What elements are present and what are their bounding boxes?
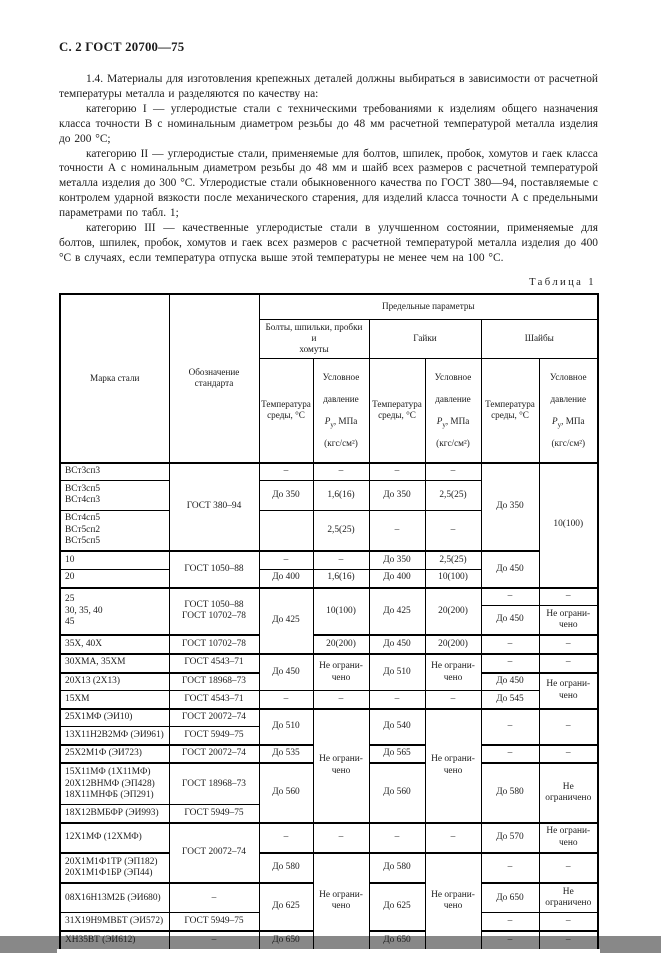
- table-cell: ГОСТ 380–94: [169, 463, 259, 552]
- table-cell: До 450: [481, 551, 539, 587]
- table-cell: До 425: [369, 588, 425, 636]
- paragraph-category-3: категорию III — качественные углеродистые стали в улучшенном состоянии, применяемые для болтов, шпилек, пробок, хомутов и гаек всех размеров с расчетной температурой металла изделия до 400 °С в случаях, если температура отпуска выше этой температуры не менее чем на 100 °С.: [59, 222, 598, 264]
- col-header-grade: Марка стали: [60, 294, 169, 463]
- table-cell: До 650: [369, 931, 425, 950]
- body-text: [59, 72, 598, 266]
- table-cell: До 450: [481, 673, 539, 691]
- table-cell: –: [313, 463, 369, 481]
- table-header: [60, 294, 598, 463]
- table-cell: До 400: [369, 569, 425, 587]
- table-cell: До 535: [259, 745, 313, 764]
- table-row: [60, 691, 598, 709]
- table-cell: 20: [60, 569, 169, 587]
- table-cell: –: [425, 463, 481, 481]
- table-cell: –: [259, 463, 313, 481]
- table-cell: Не ограничено: [539, 763, 598, 822]
- table-wrap: [59, 293, 598, 951]
- table-cell: –: [313, 823, 369, 853]
- table-cell: –: [539, 931, 598, 950]
- table-cell: До 580: [259, 853, 313, 883]
- table-cell: До 540: [369, 709, 425, 745]
- table-cell: До 350: [369, 481, 425, 510]
- table-cell: ВСт3сп3: [60, 463, 169, 481]
- table-cell: 20(200): [425, 635, 481, 654]
- table-cell: До 570: [481, 823, 539, 853]
- table-cell: 12Х1МФ (12ХМФ): [60, 823, 169, 853]
- table-cell: До 625: [369, 883, 425, 931]
- table-cell: ГОСТ 10702–78: [169, 635, 259, 654]
- table-cell: –: [425, 691, 481, 709]
- table-cell: ХН35ВТ (ЭИ612): [60, 931, 169, 950]
- table-cell: До 350: [369, 551, 425, 569]
- table-cell: 1,6(16): [313, 481, 369, 510]
- table-cell: –: [369, 823, 425, 853]
- table-cell: 25Х2М1Ф (ЭИ723): [60, 745, 169, 764]
- table-cell: –: [369, 463, 425, 481]
- table-cell: –: [169, 883, 259, 913]
- table-cell: Не ограни- чено: [425, 853, 481, 950]
- table-cell: Не ограничено: [539, 883, 598, 913]
- table-cell: 2,5(25): [425, 481, 481, 510]
- table-cell: До 510: [369, 654, 425, 691]
- col-header-standard: Обозначение стандарта: [169, 294, 259, 463]
- table-cell: ГОСТ 5949–75: [169, 913, 259, 931]
- table-cell: –: [539, 853, 598, 883]
- table-cell: 20(200): [425, 588, 481, 636]
- table-cell: До 560: [369, 763, 425, 822]
- col-header-nuts: Гайки: [369, 319, 481, 358]
- table-row: [60, 853, 598, 883]
- table-cell: –: [539, 745, 598, 764]
- table-cell: ГОСТ 1050–88 ГОСТ 10702–78: [169, 588, 259, 636]
- table-cell: ВСт4сп5 ВСт5сп2 ВСт5сп5: [60, 510, 169, 551]
- table-cell: До 450: [369, 635, 425, 654]
- table-cell: 2,5(25): [425, 551, 481, 569]
- table-cell: –: [481, 588, 539, 606]
- table-cell: До 350: [259, 481, 313, 510]
- table-cell: –: [539, 588, 598, 606]
- table-cell: Не ограни- чено: [313, 853, 369, 950]
- table-cell: ГОСТ 4543–71: [169, 654, 259, 673]
- table-cell: До 625: [259, 883, 313, 931]
- table-cell: До 560: [259, 763, 313, 822]
- table-cell: До 565: [369, 745, 425, 764]
- table-cell: До 580: [481, 763, 539, 822]
- table-cell: ГОСТ 4543–71: [169, 691, 259, 709]
- col-header-bolts-pressure: Условное давление $Р_у$, МПа (кгс/см²): [313, 358, 369, 463]
- table-cell: До 350: [481, 463, 539, 552]
- table-cell: –: [425, 510, 481, 551]
- table-cell: До 450: [259, 654, 313, 691]
- table-cell: До 650: [481, 883, 539, 913]
- table-cell: –: [481, 654, 539, 673]
- col-header-nuts-temp: Температура среды, °С: [369, 358, 425, 463]
- table-cell: –: [369, 510, 425, 551]
- table-cell: ГОСТ 20072–74: [169, 823, 259, 883]
- table-body: [60, 463, 598, 950]
- table-cell: 18Х12ВМБФР (ЭИ993): [60, 805, 169, 823]
- table-cell: ГОСТ 20072–74: [169, 745, 259, 764]
- table-cell: До 650: [259, 931, 313, 950]
- limits-table: [59, 293, 599, 951]
- table-cell: ГОСТ 18968–73: [169, 763, 259, 804]
- table-cell: 20Х1М1Ф1ТР (ЭП182) 20Х1М1Ф1БР (ЭП44): [60, 853, 169, 883]
- table-row: [60, 654, 598, 673]
- table-cell: Не ограни- чено: [539, 606, 598, 636]
- table-cell: ГОСТ 5949–75: [169, 727, 259, 745]
- table-cell: До 580: [369, 853, 425, 883]
- table-cell: 15Х11МФ (1Х11МФ) 20Х12ВНМФ (ЭП428) 18Х11МНФБ (ЭП291): [60, 763, 169, 804]
- table-cell: Не ограни- чено: [539, 673, 598, 709]
- table-label: Таблица 1: [529, 276, 596, 288]
- table-row: [60, 463, 598, 481]
- table-cell: –: [259, 691, 313, 709]
- table-cell: ГОСТ 18968–73: [169, 673, 259, 691]
- table-cell: –: [481, 745, 539, 764]
- table-cell: Не ограни- чено: [425, 709, 481, 823]
- table-cell: –: [425, 823, 481, 853]
- table-cell: 31Х19Н9МВБТ (ЭИ572): [60, 913, 169, 931]
- page-header: С. 2 ГОСТ 20700—75: [59, 40, 185, 54]
- table-cell: ВСт3сп5 ВСт4сп3: [60, 481, 169, 510]
- table-cell: Не ограни- чено: [313, 709, 369, 823]
- col-header-limit-params: Предельные параметры: [259, 294, 598, 320]
- table-cell: –: [481, 931, 539, 950]
- table-page-cut: [57, 949, 600, 953]
- table-cell: –: [481, 709, 539, 745]
- table-cell: 20(200): [313, 635, 369, 654]
- table-cell: –: [313, 691, 369, 709]
- table-cell: 15ХМ: [60, 691, 169, 709]
- table-cell: –: [539, 635, 598, 654]
- table-cell: 08Х16Н13М2Б (ЭИ680): [60, 883, 169, 913]
- table-cell: 10: [60, 551, 169, 569]
- table-cell: Не ограни- чено: [539, 823, 598, 853]
- table-cell: –: [259, 551, 313, 569]
- table-cell: [259, 510, 313, 551]
- table-cell: –: [481, 853, 539, 883]
- table-cell: 1,6(16): [313, 569, 369, 587]
- table-cell: –: [481, 635, 539, 654]
- table-cell: До 400: [259, 569, 313, 587]
- table-cell: –: [539, 654, 598, 673]
- table-cell: –: [169, 931, 259, 950]
- table-cell: 10(100): [539, 463, 598, 588]
- table-cell: ГОСТ 5949–75: [169, 805, 259, 823]
- table-cell: Не ограни- чено: [313, 654, 369, 691]
- table-cell: –: [481, 913, 539, 931]
- table-cell: –: [259, 823, 313, 853]
- table-row: [60, 709, 598, 727]
- table-cell: 13Х11Н2В2МФ (ЭИ961): [60, 727, 169, 745]
- table-cell: Не ограни- чено: [425, 654, 481, 691]
- table-cell: –: [539, 913, 598, 931]
- table-row: [60, 823, 598, 853]
- paragraph-category-1: категорию I — углеродистые стали с техническими требованиями к изделиям общего назначения класса точности В с номинальным диаметром резьбы до 48 мм расчетной температурой металла изделия до 200 °С;: [59, 102, 598, 145]
- table-cell: 25 30, 35, 40 45: [60, 588, 169, 636]
- table-cell: 10(100): [313, 588, 369, 636]
- table-cell: ГОСТ 1050–88: [169, 551, 259, 587]
- table-row: [60, 551, 598, 569]
- table-cell: ГОСТ 20072–74: [169, 709, 259, 727]
- table-cell: –: [369, 691, 425, 709]
- table-cell: До 510: [259, 709, 313, 745]
- col-header-nuts-pressure: Условное давление $Р_у$, МПа (кгс/см²): [425, 358, 481, 463]
- col-header-bolts-temp: Температура среды, °С: [259, 358, 313, 463]
- paragraph-1-4: 1.4. Материалы для изготовления крепежных деталей должны выбираться в зависимости от расчетной температуры металла и разделяются по качеству на:: [59, 73, 598, 100]
- col-header-washers-pressure: Условное давление $Р_у$, МПа (кгс/см²): [539, 358, 598, 463]
- table-cell: –: [539, 709, 598, 745]
- table-cell: 25Х1МФ (ЭИ10): [60, 709, 169, 727]
- table-cell: До 450: [481, 606, 539, 636]
- table-cell: 10(100): [425, 569, 481, 587]
- col-header-bolts: Болты, шпильки, пробки и хомуты: [259, 319, 369, 358]
- table-row: [60, 635, 598, 654]
- col-header-washers: Шайбы: [481, 319, 598, 358]
- col-header-washers-temp: Температура среды, °С: [481, 358, 539, 463]
- paragraph-category-2: категорию II — углеродистые стали, применяемые для болтов, шпилек, пробок, хомутов и гаек класса точности А с номинальным диаметром резьбы до 48 мм и шайб всех размеров с расчетной температурой металла изделия до 300 °С. Углеродистые стали обыкновенного качества по ГОСТ 380—94, поставляемые с контролем ударной вязкости после механического старения, для изделий класса точности А с предельными параметрами по табл. 1;: [59, 147, 598, 220]
- table-cell: 30ХМА, 35ХМ: [60, 654, 169, 673]
- table-cell: До 425: [259, 588, 313, 654]
- table-cell: –: [313, 551, 369, 569]
- table-cell: 35Х, 40Х: [60, 635, 169, 654]
- table-cell: 20Х13 (2Х13): [60, 673, 169, 691]
- table-cell: 2,5(25): [313, 510, 369, 551]
- table-row: [60, 588, 598, 606]
- table-cell: До 545: [481, 691, 539, 709]
- page-content: [59, 40, 598, 951]
